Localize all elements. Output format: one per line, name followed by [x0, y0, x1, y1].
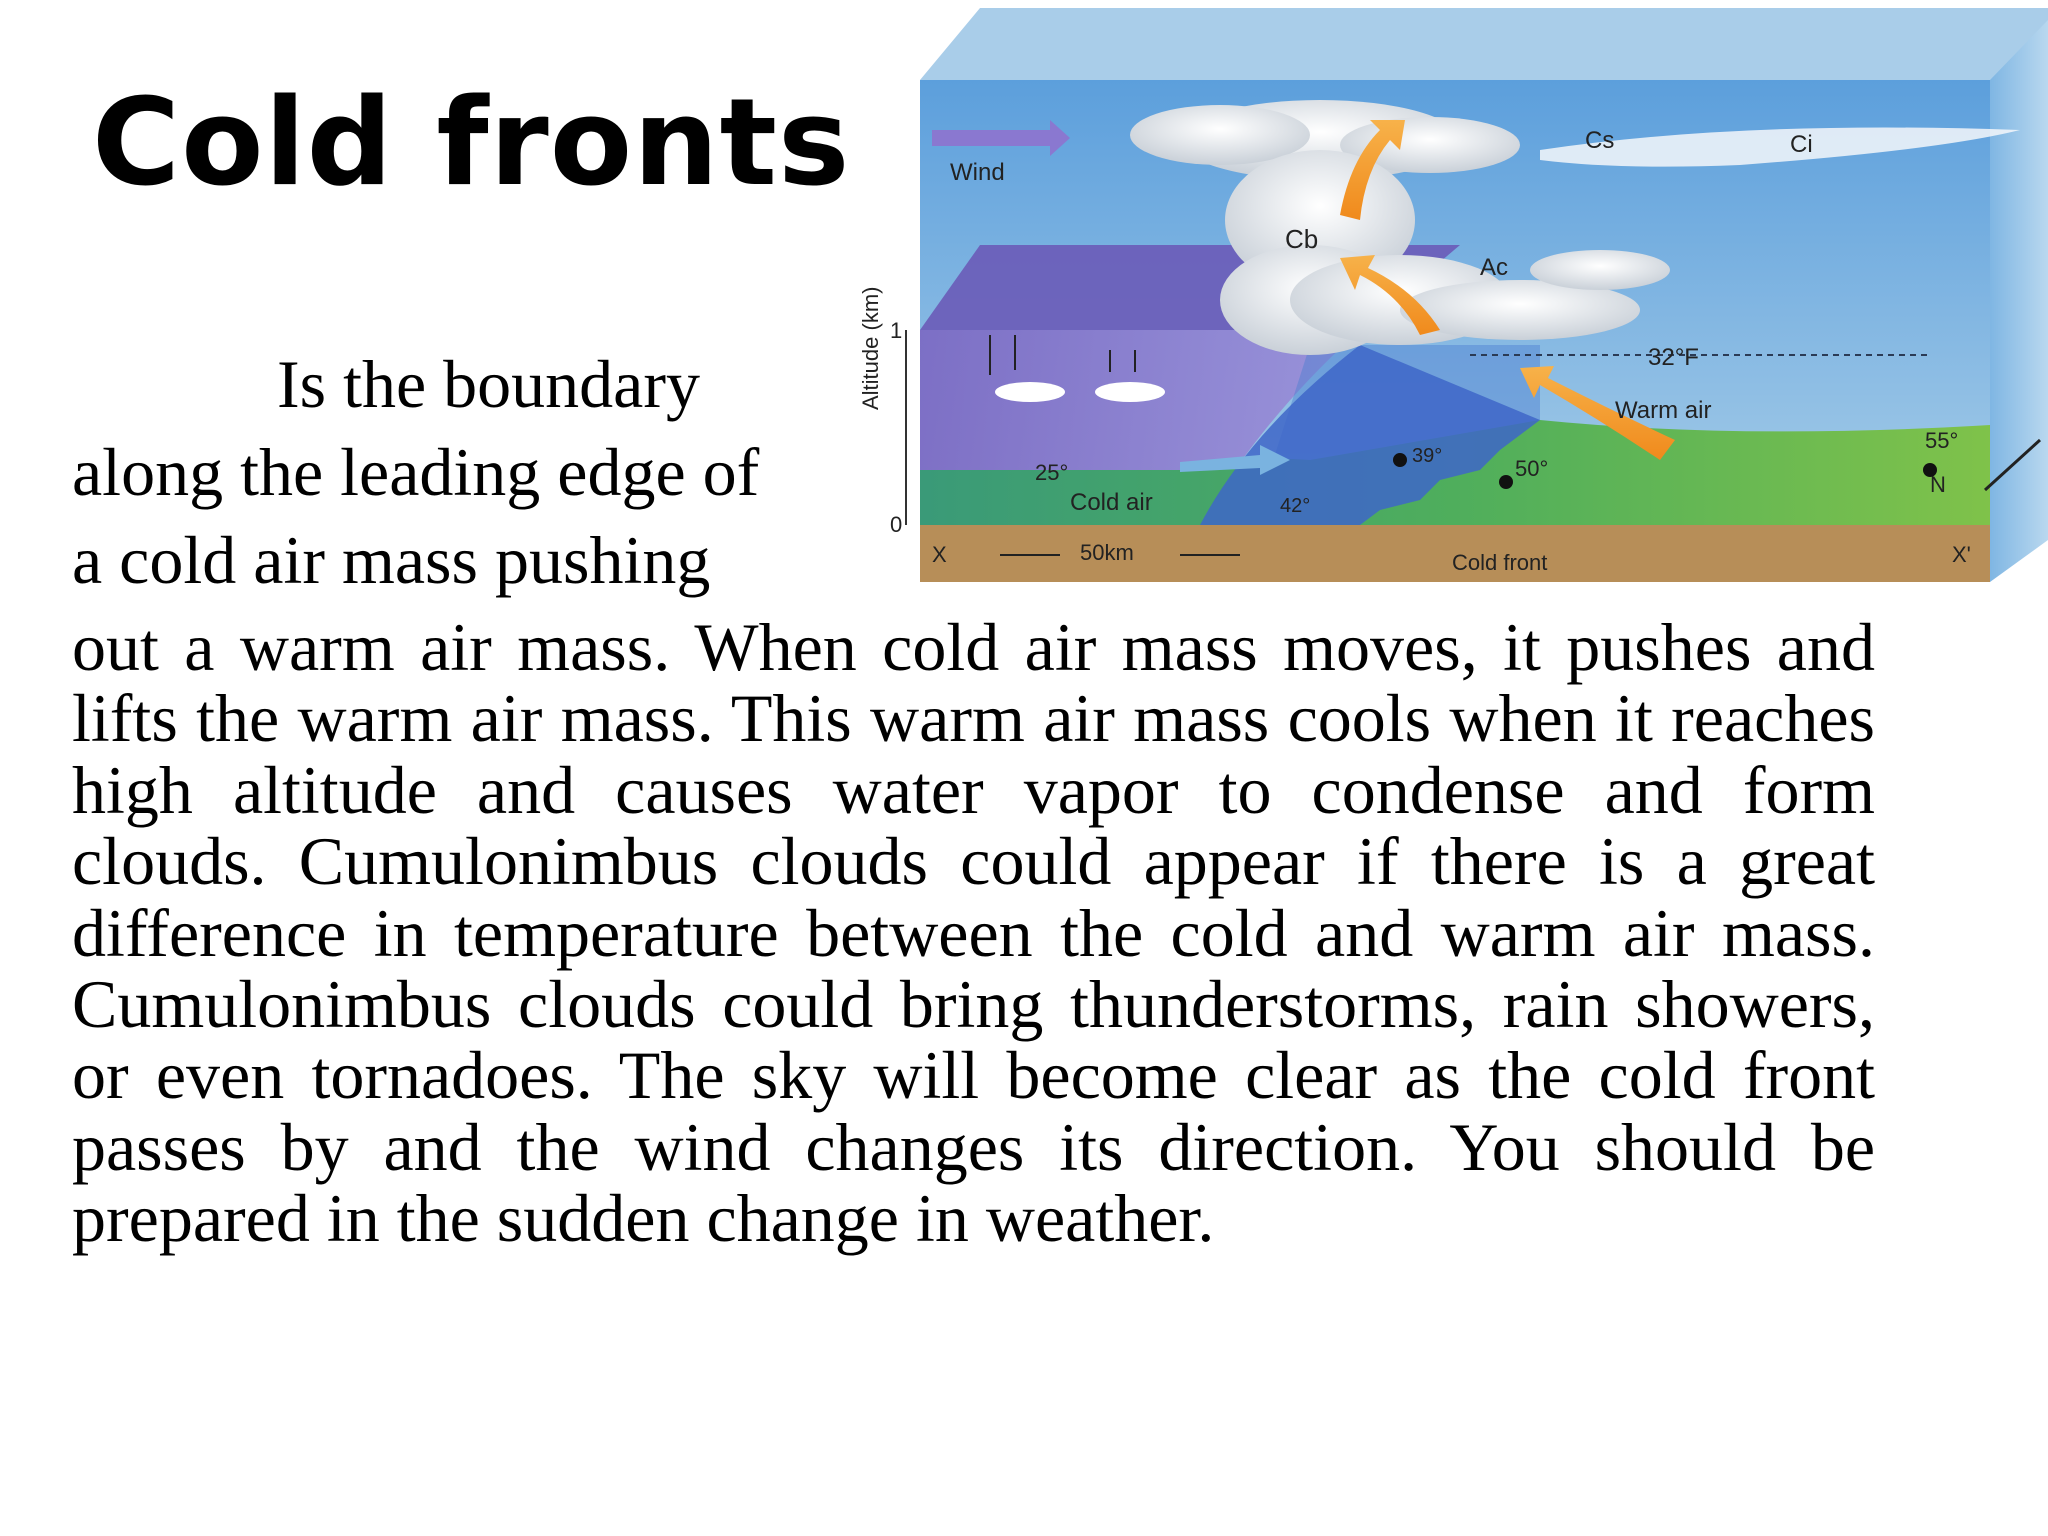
scale-label: 50km: [1080, 540, 1134, 565]
cb-label: Cb: [1285, 224, 1319, 254]
station-marker: [1393, 453, 1407, 467]
warm-air-label: Warm air: [1615, 397, 1712, 424]
box-side: [1990, 20, 2048, 582]
intro-line: Is the boundary: [277, 346, 701, 422]
altitude-axis-label: Altitude (km): [858, 286, 883, 410]
cold-front-label: Cold front: [1452, 550, 1548, 575]
cold-front-diagram: [840, 0, 2048, 600]
station-marker: [1499, 475, 1513, 489]
small-cloud: [1095, 382, 1165, 402]
intro-line: a cold air mass pushing: [72, 522, 711, 598]
intro-line: along the leading edge of: [72, 434, 760, 510]
temp-50-label: 50°: [1515, 456, 1549, 481]
slide-title: Cold fronts: [92, 74, 851, 213]
ac-label: Ac: [1480, 254, 1509, 281]
body-paragraph: out a warm air mass. When cold air mass moves, it pushes and lifts the warm air mass. This warm air mass cools when it reaches high altitude and causes water vapor to condense and form clouds. Cumulonimbus clouds could appear if there is a great difference in temperature between the cold and warm air mass. Cumulonimbus clouds could bring thunderstorms, rain showers, or even tornadoes. The sky will become clear as the cold front passes by and the wind changes its direction. You should be prepared in the sudden change in weather.: [72, 609, 1875, 1257]
north-label: N: [1930, 472, 1946, 497]
x-left-label: X: [932, 542, 947, 567]
altitude-1-label: 1: [890, 318, 903, 343]
box-top: [920, 8, 2048, 80]
temp-42-label: 42°: [1280, 495, 1311, 517]
wind-label: Wind: [950, 159, 1005, 186]
x-right-label: X': [1952, 542, 1971, 567]
cold-air-label: Cold air: [1070, 489, 1153, 516]
cs-label: Cs: [1585, 127, 1615, 154]
temp-55-label: 55°: [1925, 428, 1959, 453]
small-cloud: [995, 382, 1065, 402]
temp-25-label: 25°: [1035, 460, 1069, 485]
temp-39-label: 39°: [1412, 445, 1443, 467]
ci-label: Ci: [1790, 131, 1813, 158]
altitude-0-label: 0: [890, 512, 903, 537]
freezing-label: 32°F: [1648, 344, 1699, 371]
